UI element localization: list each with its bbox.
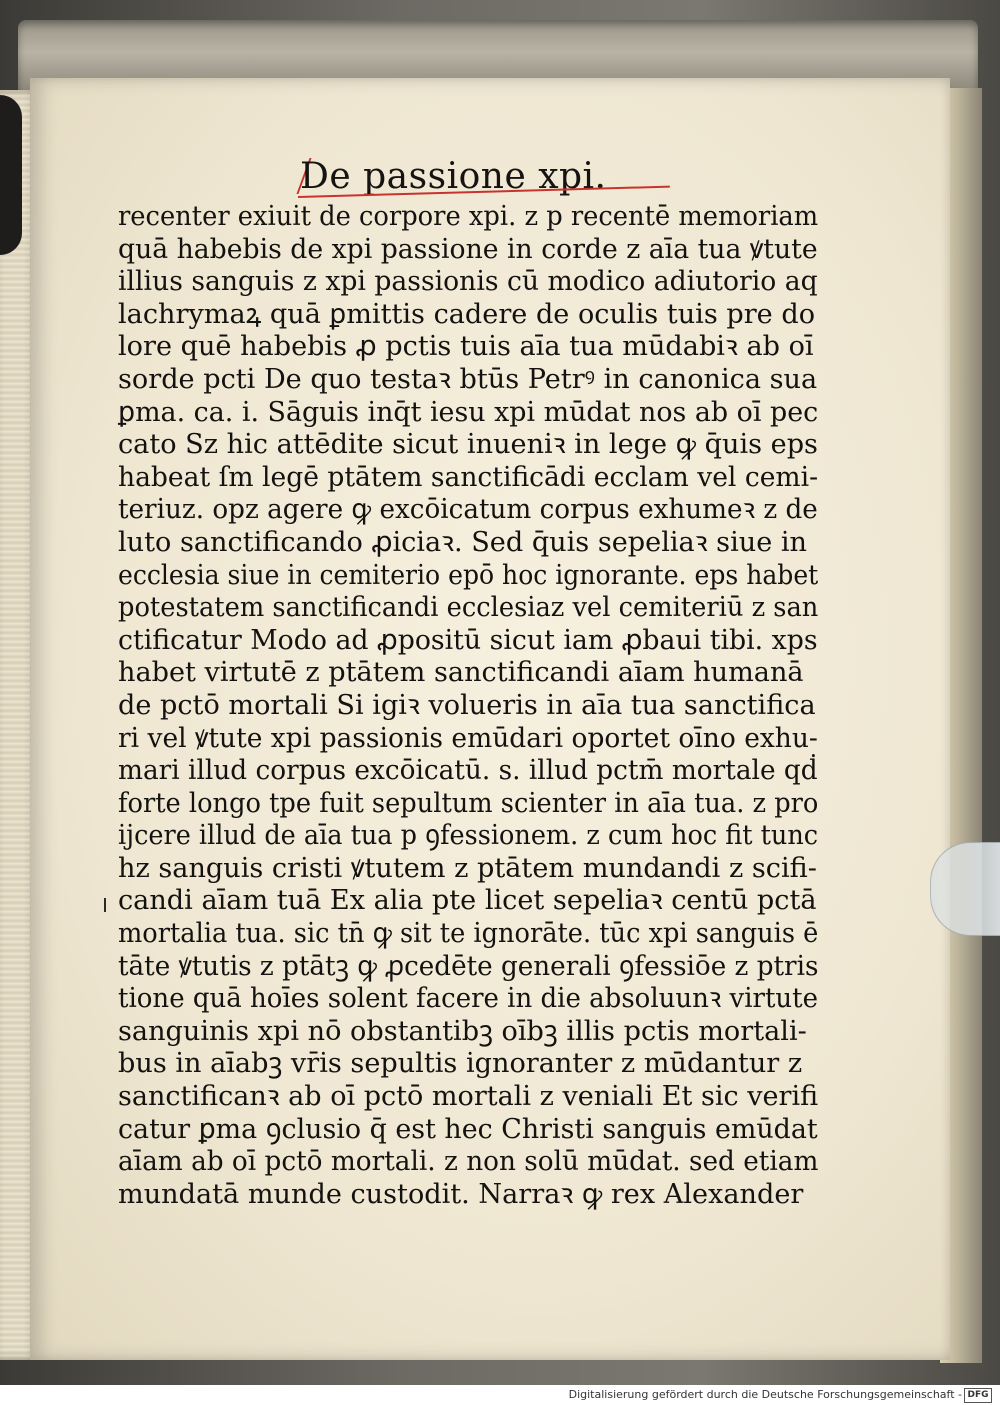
text-line: sanctificanꝛ ab oī pctō mortali z veniali Et sic verifi bbox=[118, 1080, 819, 1113]
glass-clip bbox=[930, 842, 1000, 936]
text-line: recenter exiuit de corpore xpi. z p recentē memoriam bbox=[118, 200, 819, 232]
text-line: aīam ab oī pctō mortali. z non solū mūdat. sed etiam bbox=[118, 1145, 819, 1178]
text-line: ri vel ꝟtute xpi passionis emūdari oportet oīno exhu- bbox=[118, 721, 818, 754]
text-line: mundatā munde custodit. Narraꝛ ꝙ rex Alexander bbox=[118, 1177, 804, 1210]
dfg-logo-icon: DFG bbox=[964, 1388, 992, 1403]
funding-credit: Digitalisierung gefördert durch die Deutsche Forschungsgemeinschaft - bbox=[568, 1388, 962, 1401]
text-line: ijcere illud de aīa tua p ꝯfessionem. z cum hoc fit tunc bbox=[118, 819, 819, 852]
text-line: mari illud corpus excōicatū. s. illud pctm̄ mortale qḋ bbox=[118, 754, 818, 787]
text-line: quā habebis de xpi passione in corde z aīa tua ꝟtute bbox=[118, 232, 818, 265]
text-line: sorde pcti De quo testaꝛ btūs Petrꝰ in canonica sua bbox=[118, 362, 818, 395]
left-binding-shadow bbox=[0, 95, 22, 255]
page-heading: De passione xpi. bbox=[300, 156, 607, 197]
footer-bar bbox=[0, 1385, 1000, 1405]
text-block bbox=[118, 200, 828, 1210]
stray-mark bbox=[104, 898, 106, 912]
text-line: bus in aīabꝫ vr̄is sepultis ignoranter z mūdantur z bbox=[118, 1047, 803, 1080]
text-line: lachrymaꝝ quā ꝑmittis cadere de oculis tuis pre do bbox=[118, 297, 816, 330]
text-line: tione quā hoīes solent facere in die absoluunꝛ virtute bbox=[118, 982, 819, 1015]
text-line: ecclesia siue in cemiterio epō hoc ignorante. eps habet bbox=[118, 558, 819, 591]
text-line: habeat ſm legē ptātem sanctificādi ecclam vel cemi- bbox=[118, 460, 819, 493]
text-line: teriuz. opz agere ꝙ excōicatum corpus exhumeꝛ z de bbox=[118, 493, 818, 526]
text-line: mortalia tua. sic tn̄ ꝙ sit te ignorāte. tūc xpi sanguis ē bbox=[118, 917, 819, 950]
text-line: forte longo tpe fuit sepultum scienter in aīa tua. z pro bbox=[118, 786, 819, 819]
text-line: hz sanguis cristi ꝟtutem z ptātem mundandi z scifi- bbox=[118, 851, 817, 884]
text-line: ꝑma. ca. i. Sāguis inq̄t iesu xpi mūdat nos ab oī pec bbox=[118, 395, 819, 428]
text-line: lore quē habebis ꝓ pctis tuis aīa tua mūdabiꝛ ab oī bbox=[118, 330, 814, 363]
text-line: de pctō mortali Si igiꝛ volueris in aīa tua sanctifica bbox=[118, 688, 816, 721]
text-line: sanguinis xpi nō obstantibꝫ oībꝫ illis pctis mortali- bbox=[118, 1014, 807, 1047]
text-line: ctificatur Modo ad ꝓpositū sicut iam ꝓbaui tibi. xps bbox=[118, 623, 818, 656]
text-line: illius sanguis z xpi passionis cū modico adiutorio aq bbox=[118, 265, 818, 298]
text-line: habet virtutē z ptātem sanctificandi aīam humanā bbox=[118, 656, 804, 689]
text-line: potestatem sanctificandi ecclesiaz vel cemiteriū z san bbox=[118, 591, 819, 624]
text-line: cato Sz hic attēdite sicut inueniꝛ in lege ꝙ q̄uis eps bbox=[118, 428, 818, 461]
text-line: catur ꝑma ꝯclusio q̄ est hec Christi sanguis emūdat bbox=[118, 1112, 818, 1145]
text-line: tāte ꝟtutis z ptātꝫ ꝙ ꝓcedēte generali ꝯfessiōe z ptris bbox=[118, 949, 819, 982]
text-line: candi aīam tuā Ex alia pte licet sepeliaꝛ centū pctā bbox=[118, 884, 817, 917]
text-line: luto sanctificando ꝓiciaꝛ. Sed q̄uis sepeliaꝛ siue in bbox=[118, 525, 808, 558]
